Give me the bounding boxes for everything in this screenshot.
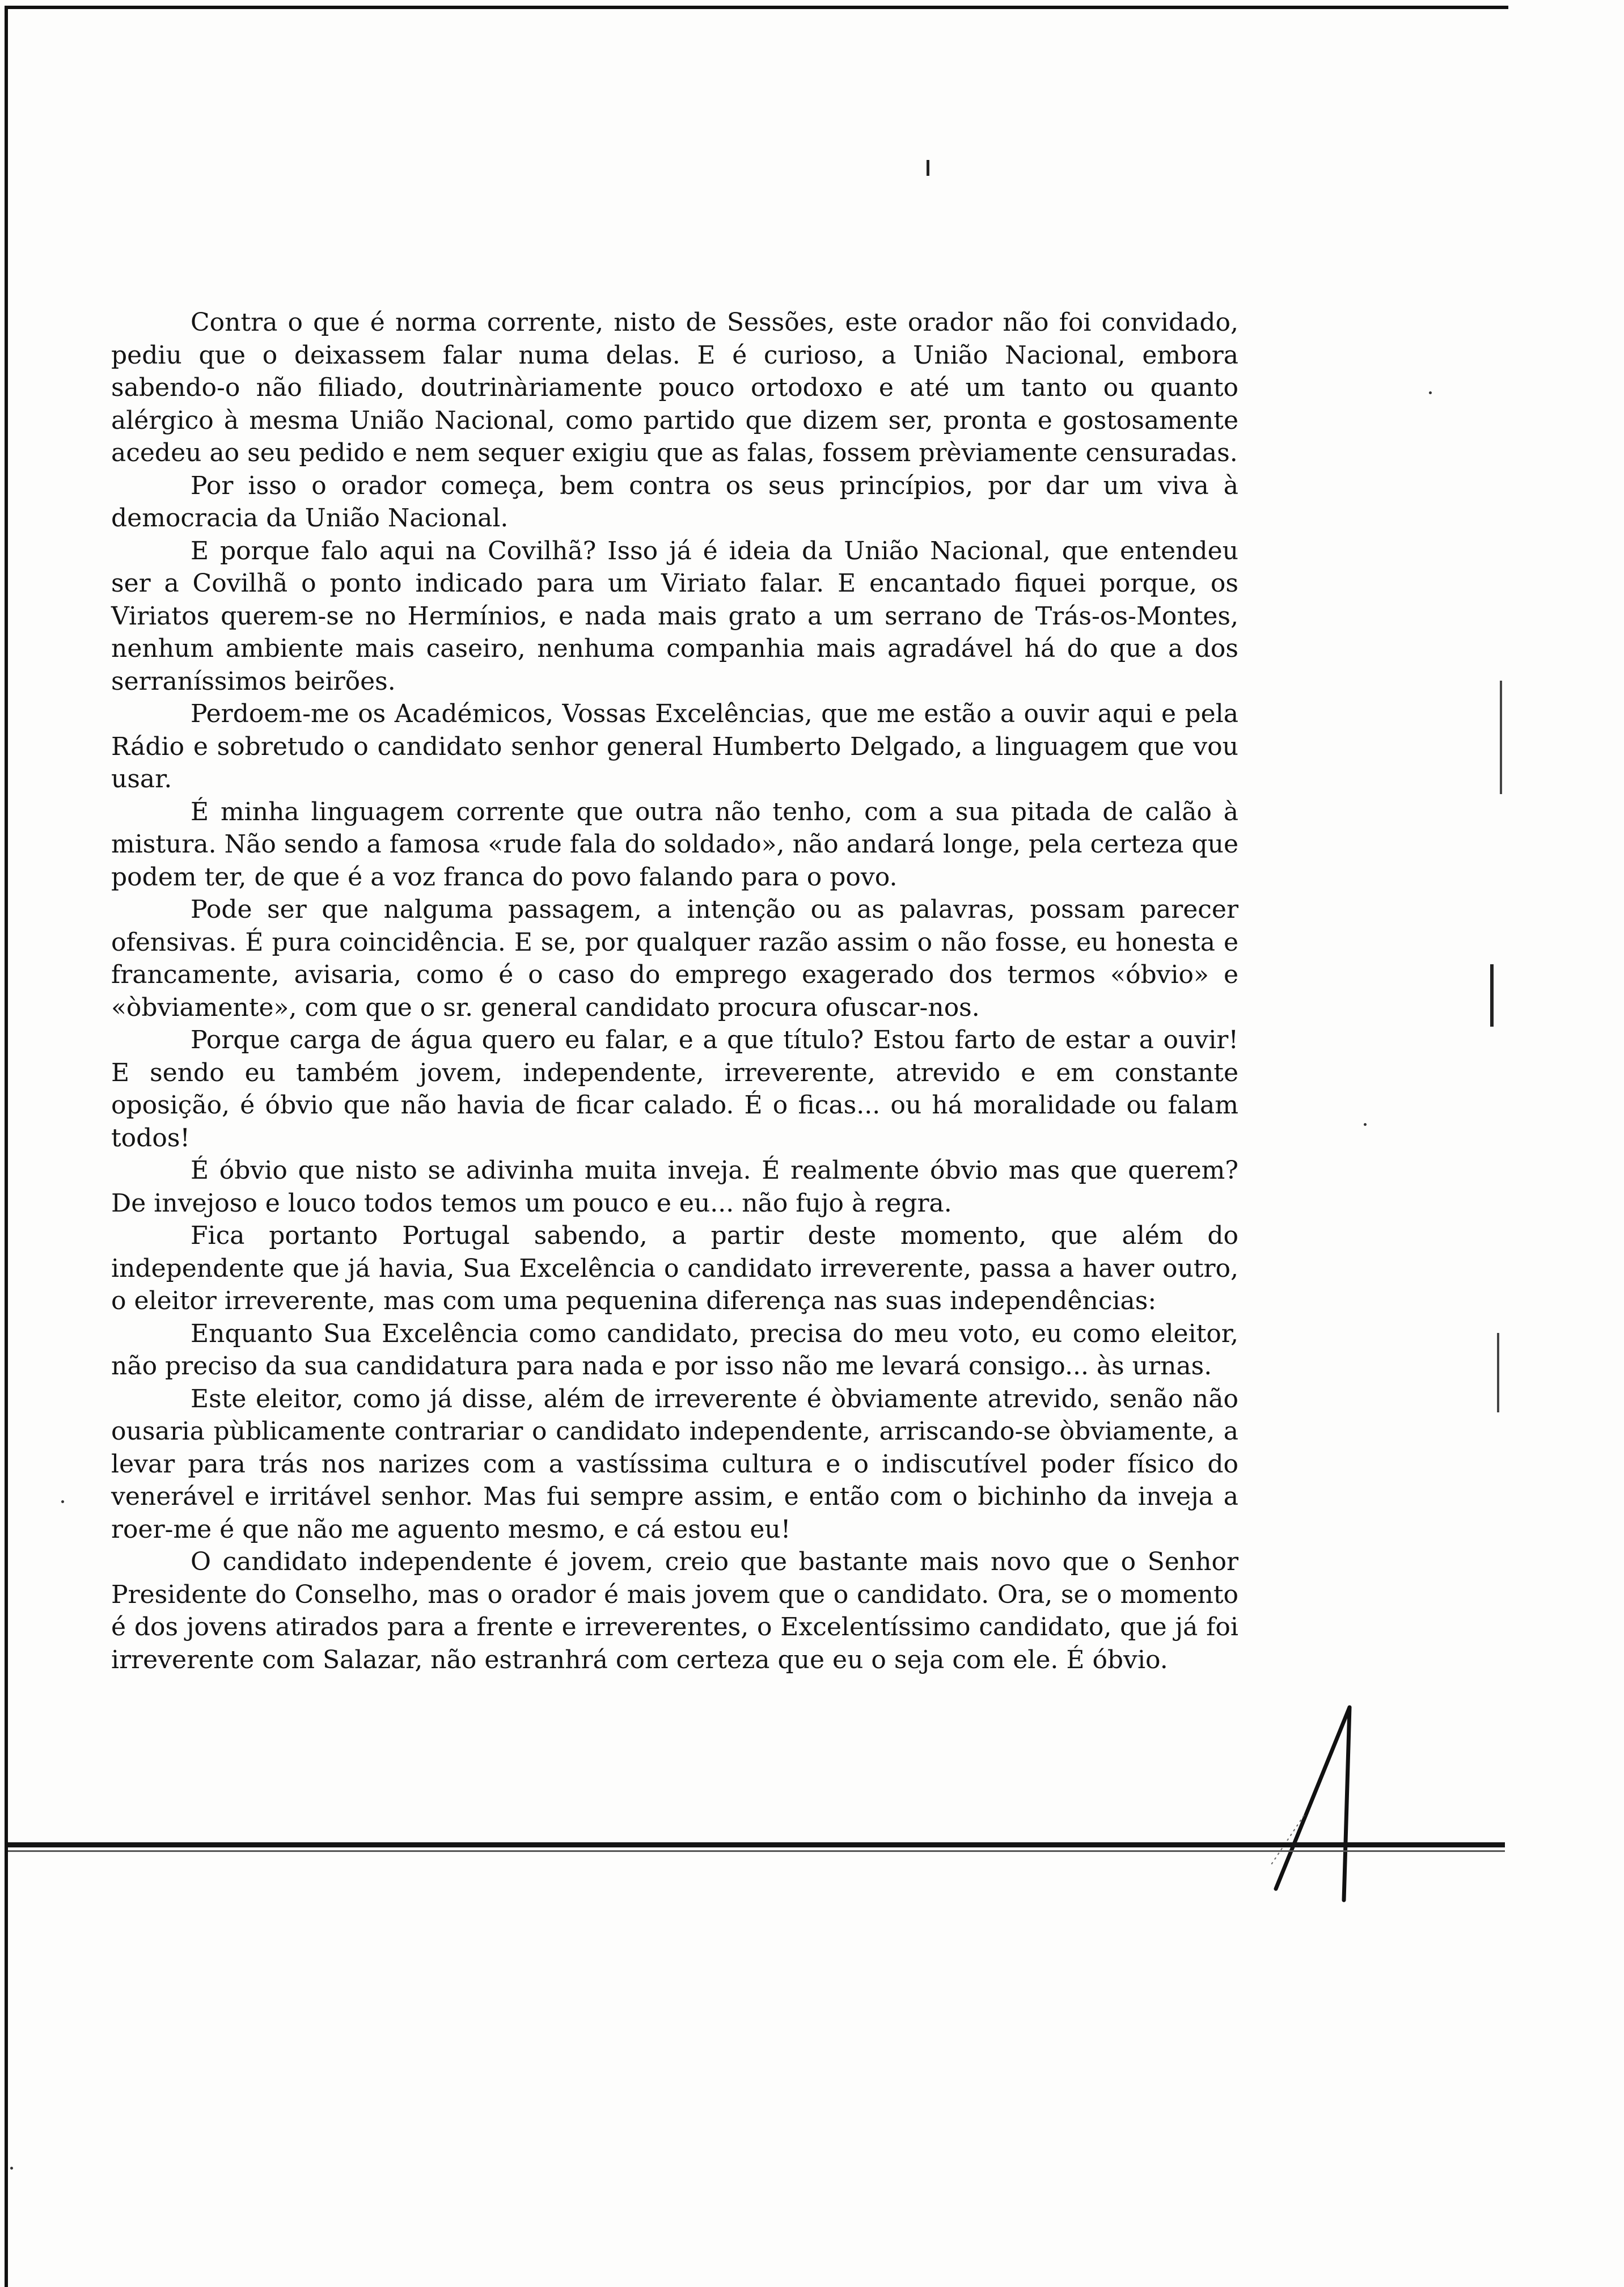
scan-border-left bbox=[5, 6, 8, 2287]
paragraph-4: Perdoem-me os Académicos, Vossas Excelências, que me estão a ouvir aqui e pela Rádio e sobretudo o candidato senhor general Humberto Delgado, a linguagem que vou usar. bbox=[111, 699, 1238, 794]
paragraph-9: Fica portanto Portugal sabendo, a partir deste momento, que além do independente que já havia, Sua Excelência o candidato irreverente, passa a haver outro, o eleitor irreverente, mas com uma pequenina diferença nas suas independências: bbox=[111, 1221, 1238, 1315]
scan-mark bbox=[927, 160, 929, 176]
scan-speck bbox=[10, 2167, 13, 2170]
speech-text bbox=[111, 306, 1238, 1676]
scan-speck bbox=[61, 1500, 64, 1503]
paragraph-2: Por isso o orador começa, bem contra os seus princípios, por dar um viva à democracia da União Nacional. bbox=[111, 471, 1238, 533]
scan-margin-mark bbox=[1497, 1333, 1499, 1412]
paragraph-8: É óbvio que nisto se adivinha muita inveja. É realmente óbvio mas que querem? De invejoso e louco todos temos um pouco e eu... não fujo à regra. bbox=[111, 1156, 1238, 1218]
paragraph-12: O candidato independente é jovem, creio que bastante mais novo que o Senhor Presidente do Conselho, mas o orador é mais jovem que o candidato. Ora, se o momento é dos jovens atirados para a frente e irreverentes, o Excelentíssimo candidato, que já foi irreverente com Salazar, não estranhrá com certeza que eu o seja com ele. É óbvio. bbox=[111, 1547, 1238, 1674]
paragraph-1: Contra o que é norma corrente, nisto de Sessões, este orador não foi convidado, pediu que o deixassem falar numa delas. E é curioso, a União Nacional, embora sabendo-o não filiado, doutrinàriamente pouco ortodoxo e até um tanto ou quanto alérgico à mesma União Nacional, como partido que dizem ser, pronta e gostosamente acedeu ao seu pedido e nem sequer exigiu que as falas, fossem prèviamente censuradas. bbox=[111, 308, 1238, 467]
bottom-rule-thin bbox=[8, 1850, 1505, 1852]
paragraph-5: É minha linguagem corrente que outra não tenho, com a sua pitada de calão à mistura. Não sendo a famosa «rude fala do soldado», não andará longe, pela certeza que podem ter, de que é a voz franca do povo falando para o povo. bbox=[111, 797, 1238, 892]
scan-border-top bbox=[6, 6, 1508, 9]
bottom-rule bbox=[8, 1842, 1505, 1847]
paragraph-7: Porque carga de água quero eu falar, e a que título? Estou farto de estar a ouvir! E sendo eu também jovem, independente, irreverente, atrevido e em constante oposição, é óbvio que não havia de ficar calado. É o ficas... ou há moralidade ou falam todos! bbox=[111, 1026, 1238, 1153]
paragraph-11: Este eleitor, como já disse, além de irreverente é òbviamente atrevido, senão não ousaria pùblicamente contrariar o candidato independente, arriscando-se òbviamente, a levar para trás nos narizes com a vastíssima cultura e o indiscutível poder físico do venerável e irritável senhor. Mas fui sempre assim, e então com o bichinho da inveja a roer-me é que não me aguento mesmo, e cá estou eu! bbox=[111, 1384, 1238, 1544]
handwritten-page-number-1 bbox=[1264, 1702, 1361, 1906]
scan-margin-mark bbox=[1500, 681, 1502, 794]
paragraph-10: Enquanto Sua Excelência como candidato, precisa do meu voto, eu como eleitor, não preciso da sua candidatura para nada e por isso não me levará consigo... às urnas. bbox=[111, 1319, 1238, 1381]
paragraph-3: E porque falo aqui na Covilhã? Isso já é ideia da União Nacional, que entendeu ser a Covilhã o ponto indicado para um Viriato falar. E encantado fiquei porque, os Viriatos querem-se no Hermínios, e nada mais grato a um serrano de Trás-os-Montes, nenhum ambiente mais caseiro, nenhuma companhia mais agradável há do que a dos serraníssimos beirões. bbox=[111, 536, 1238, 696]
paragraph-6: Pode ser que nalguma passagem, a intenção ou as palavras, possam parecer ofensivas. É pura coincidência. E se, por qualquer razão assim o não fosse, eu honesta e francamente, avisaria, como é o caso do emprego exagerado dos termos «óbvio» e «òbviamente», com que o sr. general candidato procura ofuscar-nos. bbox=[111, 895, 1238, 1022]
scan-margin-mark bbox=[1490, 964, 1494, 1027]
scan-speck bbox=[1364, 1123, 1367, 1126]
scan-speck bbox=[1429, 391, 1432, 394]
